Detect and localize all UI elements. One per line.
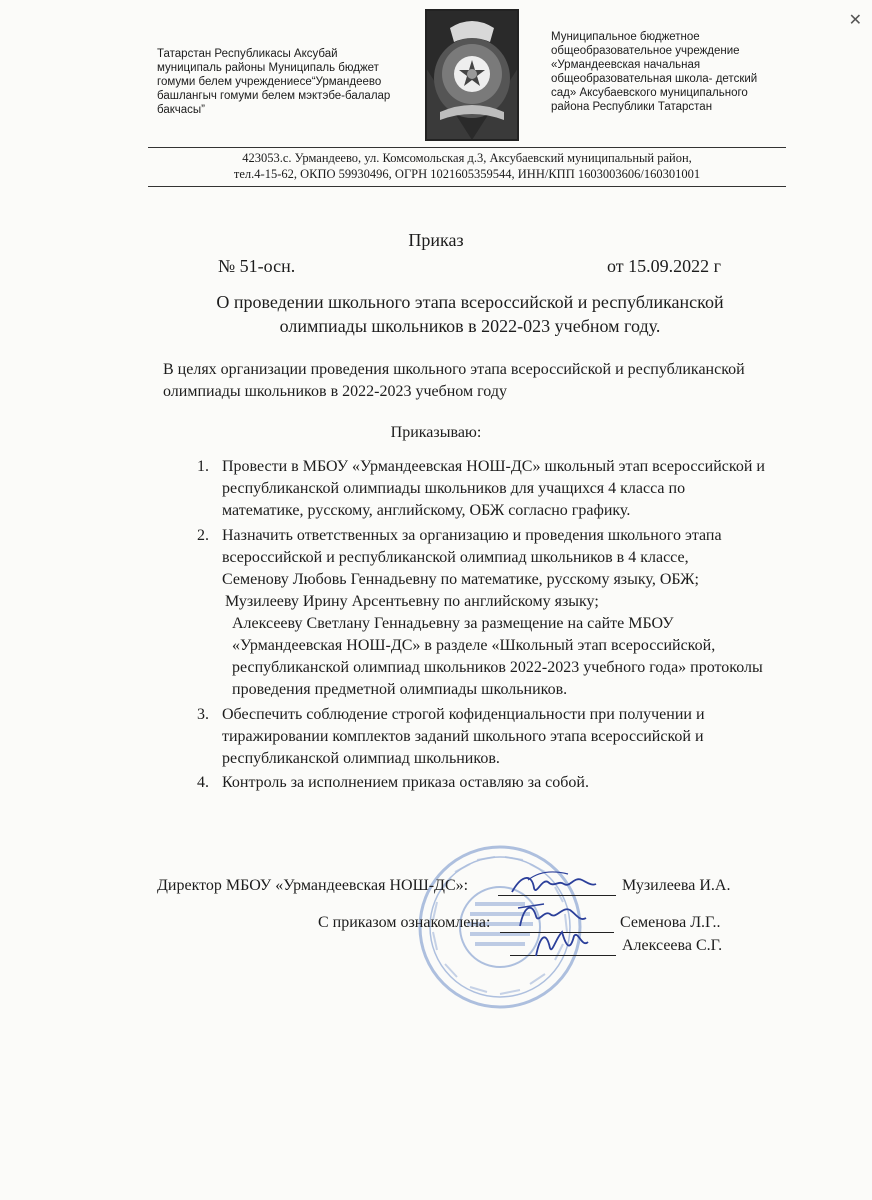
item-line: проведения предметной олимпиады школьников. (232, 681, 568, 698)
header-right-line: сад» Аксубаевского муниципального (551, 87, 748, 99)
item-number: 2. (197, 527, 209, 544)
director-name: Музилеева И.А. (622, 877, 731, 894)
item-number: 1. (197, 458, 209, 475)
subject-line: олимпиады школьников в 2022-023 учебном году. (279, 316, 661, 336)
order-intro (163, 359, 823, 403)
acquainted-name-2: Алексеева С.Г. (622, 937, 723, 954)
header-right-russian (551, 30, 791, 114)
subject-line: О проведении школьного этапа всероссийской и республиканской (216, 292, 724, 312)
acquainted-label: С приказом ознакомлена: (318, 914, 491, 931)
order-subject (150, 290, 790, 338)
header-left-line: Татарстан Республикасы Аксубай (157, 48, 338, 60)
item-line: тиражировании комплектов заданий школьного этапа всероссийской и (222, 728, 704, 745)
item-line: Музилееву Ирину Арсентьевну по английскому языку; (225, 593, 599, 610)
address-block (148, 150, 786, 182)
ordering-heading: Приказываю: (390, 424, 482, 441)
order-date: от 15.09.2022 г (607, 256, 722, 276)
item-number: 3. (197, 706, 209, 723)
alekseeva-handwritten-signature (530, 922, 594, 962)
header-top-rule (148, 147, 786, 148)
header-left-line: гомуми белем учреждениесе“Урмандеево (157, 76, 382, 88)
intro-line: олимпиады школьников в 2022-2023 учебном году (163, 383, 507, 400)
item-line: Обеспечить соблюдение строгой кофиденциальности при получении и (222, 706, 705, 723)
address-line: тел.4-15-62, ОКПО 59930496, ОГРН 1021605359544, ИНН/КПП 1603003606/160301001 (233, 167, 701, 181)
item-line: республиканской олимпиады школьников для учащихся 4 класса по (222, 480, 686, 497)
acquainted-name-1: Семенова Л.Г.. (620, 914, 721, 931)
coat-of-arms-emblem (420, 8, 524, 142)
item-number: 4. (197, 774, 209, 791)
header-left-line: башлангыч гомуми белем мэктэбе-балалар (157, 90, 391, 102)
item-line: всероссийской и республиканской олимпиад школьников в 4 классе, (222, 549, 689, 566)
item-line: «Урмандеевская НОШ-ДС» в разделе «Школьный этап всероссийской, (232, 637, 716, 654)
header-left-line: бакчасы” (157, 104, 205, 116)
address-line: 423053.с. Урмандеево, ул. Комсомольская д.3, Аксубаевский муниципальный район, (242, 151, 692, 165)
header-right-line: Муниципальное бюджетное (551, 31, 700, 43)
header-left-line: муниципаль районы Муниципаль бюджет (157, 62, 379, 74)
header-left-tatar (157, 47, 407, 117)
item-line: республиканской олимпиад школьников. (222, 750, 500, 767)
header-right-line: района Республики Татарстан (551, 101, 713, 113)
order-title: Приказ (408, 230, 464, 250)
corner-mark: ✕ (848, 10, 862, 29)
item-line: Семенову Любовь Геннадьевну по математике, русскому языку, ОБЖ; (222, 571, 699, 588)
item-line: Провести в МБОУ «Урмандеевская НОШ-ДС» школьный этап всероссийской и (222, 458, 765, 475)
header-right-line: «Урмандеевская начальная (551, 59, 701, 71)
order-number: № 51-осн. (218, 256, 296, 276)
header-right-line: общеобразовательная школа- детский (551, 73, 758, 85)
item-line: Назначить ответственных за организацию и проведения школьного этапа (222, 527, 722, 544)
director-label: Директор МБОУ «Урмандеевская НОШ-ДС»: (157, 877, 469, 894)
header-right-line: общеобразовательное учреждение (551, 45, 740, 57)
intro-line: В целях организации проведения школьного этапа всероссийской и республиканской (163, 361, 745, 378)
item-line: Контроль за исполнением приказа оставляю за собой. (222, 774, 589, 791)
item-line: Алексееву Светлану Геннадьевну за размещение на сайте МБОУ (232, 615, 674, 632)
header-bottom-rule (148, 186, 786, 187)
item-line: республиканской олимпиад школьников 2022-2023 учебного года» протоколы (232, 659, 763, 676)
item-line: математике, русскому, английскому, ОБЖ согласно графику. (222, 502, 631, 519)
